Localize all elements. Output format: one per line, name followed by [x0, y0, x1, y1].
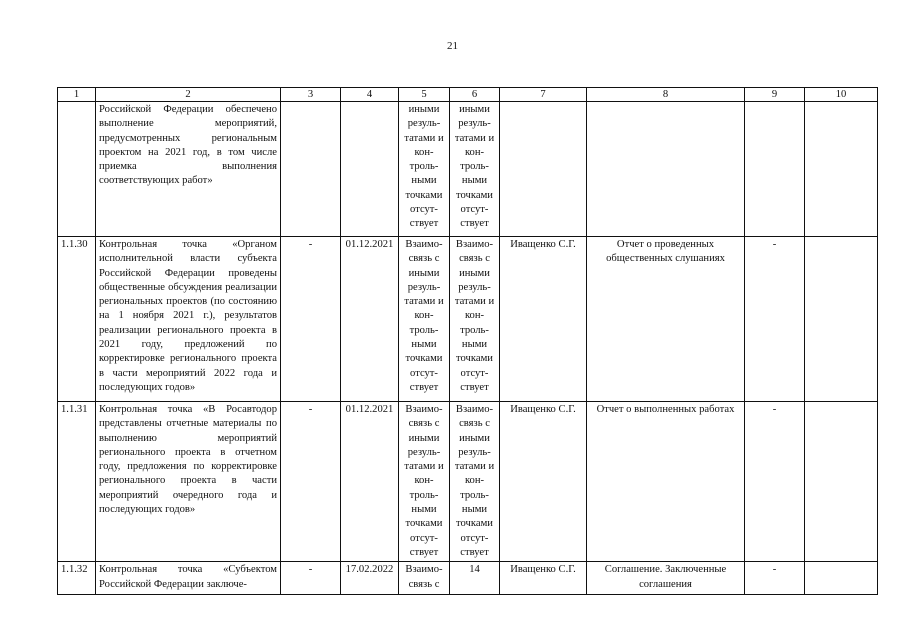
row-document: Соглашение. Заключенные соглашения — [587, 562, 745, 595]
row-name: Контрольная точка «В Росавтодор представлены отчетные материалы по выполнению мероприятий регионального проекта в отчетном году, предложения по корректировке регионального проекта в части мероприятий очередного года и последующих годов» — [96, 402, 281, 562]
row-col10 — [805, 237, 878, 402]
row-date: 01.12.2021 — [341, 237, 399, 402]
column-header: 1 — [58, 88, 96, 102]
page-number: 21 — [447, 40, 458, 52]
row-col10 — [805, 562, 878, 595]
column-header: 5 — [399, 88, 450, 102]
row-name: Контрольная точка «Субъектом Российской Федерации заключе- — [96, 562, 281, 595]
row-link-5: иными резуль-татами и кон-троль-ными точками отсут-ствует — [399, 102, 450, 237]
row-col10 — [805, 402, 878, 562]
row-responsible: Иващенко С.Г. — [500, 402, 587, 562]
row-document — [587, 102, 745, 237]
row-date — [341, 102, 399, 237]
row-link-6: Взаимо-связь с иными резуль-татами и кон-троль-ными точками отсут-ствует — [450, 402, 500, 562]
column-header: 4 — [341, 88, 399, 102]
column-header: 7 — [500, 88, 587, 102]
row-responsible — [500, 102, 587, 237]
row-name: Контрольная точка «Органом исполнительной власти субъекта Российской Федерации проведены общественные обсуждения реализации региональных проектов (по состоянию на 1 ноября 2021 г.), результатов реализации регионального проекта в 2021 году, предложений по корректировке регионального проекта в части мероприятий 2022 года и последующих годов» — [96, 237, 281, 402]
row-col3: - — [281, 402, 341, 562]
row-col9: - — [745, 562, 805, 595]
column-header: 8 — [587, 88, 745, 102]
table-row — [58, 562, 878, 595]
row-col9 — [745, 102, 805, 237]
row-col3 — [281, 102, 341, 237]
column-header: 10 — [805, 88, 878, 102]
table-row — [58, 237, 878, 402]
row-link-6: иными резуль-татами и кон-троль-ными точками отсут-ствует — [450, 102, 500, 237]
row-date: 17.02.2022 — [341, 562, 399, 595]
row-name: Российской Федерации обеспечено выполнение мероприятий, предусмотренных региональным проектом на 2021 год, в том числе приемка выполнения соответствующих работ» — [96, 102, 281, 237]
row-col10 — [805, 102, 878, 237]
column-header: 9 — [745, 88, 805, 102]
row-document: Отчет о проведенных общественных слушаниях — [587, 237, 745, 402]
row-col9: - — [745, 402, 805, 562]
row-link-5: Взаимо-связь с — [399, 562, 450, 595]
table-row — [58, 102, 878, 237]
row-link-6: Взаимо-связь с иными резуль-татами и кон-троль-ными точками отсут-ствует — [450, 237, 500, 402]
column-header: 2 — [96, 88, 281, 102]
row-date: 01.12.2021 — [341, 402, 399, 562]
row-col3: - — [281, 562, 341, 595]
row-number — [58, 102, 96, 237]
row-col3: - — [281, 237, 341, 402]
column-header: 6 — [450, 88, 500, 102]
control-points-table — [57, 87, 878, 595]
row-number: 1.1.30 — [58, 237, 96, 402]
row-link-5: Взаимо-связь с иными резуль-татами и кон-троль-ными точками отсут-ствует — [399, 402, 450, 562]
row-number: 1.1.32 — [58, 562, 96, 595]
row-document: Отчет о выполненных работах — [587, 402, 745, 562]
row-col9: - — [745, 237, 805, 402]
table-row — [58, 402, 878, 562]
row-responsible: Иващенко С.Г. — [500, 562, 587, 595]
row-number: 1.1.31 — [58, 402, 96, 562]
row-link-6: 14 — [450, 562, 500, 595]
row-link-5: Взаимо-связь с иными резуль-татами и кон-троль-ными точками отсут-ствует — [399, 237, 450, 402]
header-row — [58, 88, 878, 102]
row-responsible: Иващенко С.Г. — [500, 237, 587, 402]
column-header: 3 — [281, 88, 341, 102]
